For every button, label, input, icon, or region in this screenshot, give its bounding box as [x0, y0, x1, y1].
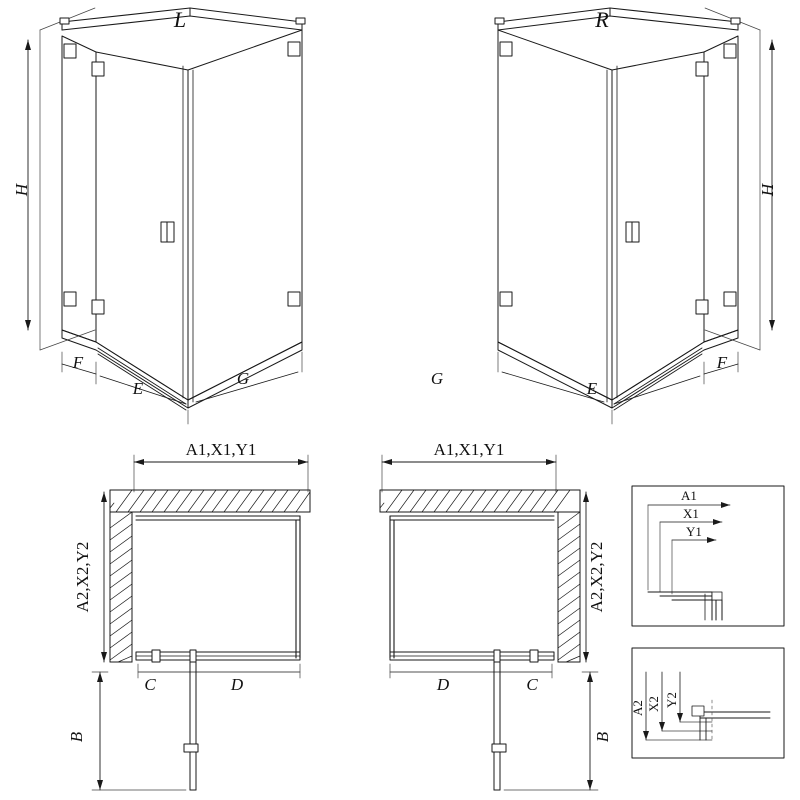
plan-view-left: [92, 455, 310, 790]
label-plan-left-c: C: [144, 675, 156, 694]
label-iso-left-f: F: [72, 353, 84, 372]
plan-view-right: [380, 455, 598, 790]
label-plan-right-top: A1,X1,Y1: [433, 440, 505, 459]
label-detail-top-a1: A1: [681, 488, 697, 503]
detail-top-dimensions: [632, 486, 784, 626]
label-plan-left-b: B: [67, 731, 86, 743]
label-iso-left-e: E: [132, 379, 144, 398]
label-detail-top-y1: Y1: [686, 524, 702, 539]
isometric-view-left: [25, 8, 305, 424]
label-plan-left-top: A1,X1,Y1: [185, 440, 257, 459]
label-plan-right-side: A2,X2,Y2: [587, 541, 606, 613]
label-plan-right-d: D: [436, 675, 450, 694]
label-detail-bottom-y2: Y2: [664, 692, 679, 708]
label-detail-bottom-a2: A2: [630, 700, 645, 716]
label-iso-right-f: F: [716, 353, 728, 372]
label-detail-top-x1: X1: [683, 506, 699, 521]
label-plan-right-b: B: [593, 731, 612, 743]
label-plan-left-side: A2,X2,Y2: [73, 541, 92, 613]
label-iso-right-e: E: [586, 379, 598, 398]
label-iso-left-g: G: [236, 369, 250, 388]
label-iso-right-g: G: [430, 369, 444, 388]
isometric-view-right: [495, 8, 775, 424]
label-detail-bottom-x2: X2: [646, 696, 661, 712]
label-plan-right-c: C: [526, 675, 538, 694]
label-view-right: R: [595, 7, 609, 32]
label-height-left: H: [12, 183, 31, 197]
label-height-right: H: [758, 183, 777, 197]
label-view-left: L: [173, 7, 187, 32]
label-plan-left-d: D: [230, 675, 244, 694]
